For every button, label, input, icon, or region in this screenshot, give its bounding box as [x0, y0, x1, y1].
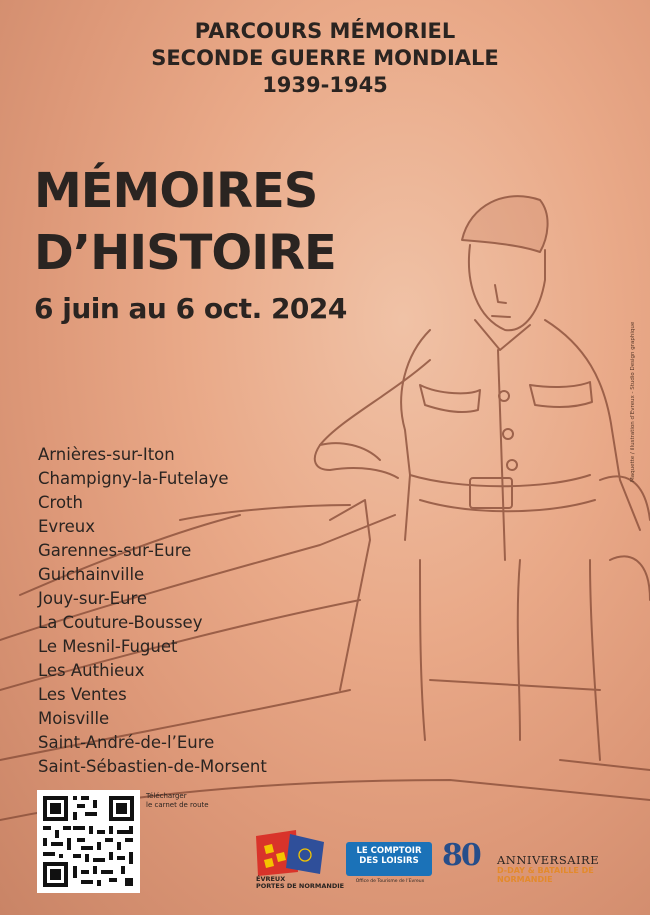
header-line-2: SECONDE GUERRE MONDIALE [151, 46, 499, 70]
place-item: Les Ventes [38, 685, 127, 704]
place-item: Croth [38, 493, 83, 512]
qr-caption [146, 792, 209, 810]
place-item: Evreux [38, 517, 95, 536]
evreux-line-1: ÉVREUX [256, 875, 286, 883]
qr-caption-line-2: le carnet de route [146, 801, 209, 809]
comptoir-line-1: LE COMPTOIR [356, 846, 422, 856]
header-line-1: PARCOURS MÉMORIEL [194, 19, 456, 43]
header [0, 18, 650, 99]
place-item: Jouy-sur-Eure [38, 589, 148, 608]
event-dates: 6 juin au 6 oct. 2024 [34, 292, 347, 325]
comptoir-subtitle: Office de Tourisme de l’Evreux [355, 879, 425, 884]
anniversary-subtitle: D-DAY & BATAILLE DE NORMANDIE [497, 866, 594, 884]
anniversary-number: 80 [442, 838, 480, 873]
place-item: Garennes-sur-Eure [38, 541, 192, 560]
evreux-text [256, 876, 344, 890]
evreux-line-2: PORTES DE NORMANDIE [256, 882, 345, 890]
place-item: Moisville [38, 709, 110, 728]
place-item: Saint-Sébastien-de-Morsent [38, 757, 267, 776]
title-line-2: D’HISTOIRE [34, 225, 336, 281]
comptoir-logo [346, 842, 432, 876]
place-item: Guichainville [38, 565, 145, 584]
place-item: Le Mesnil-Fuguet [38, 637, 178, 656]
title-line-1: MÉMOIRES [34, 163, 318, 219]
place-item: Arnières-sur-Iton [38, 445, 175, 464]
illustration-credit: Maquette / illustration d’Evreux - Studio Design graphique [630, 321, 636, 482]
place-item: Les Authieux [38, 661, 145, 680]
place-item: Saint-André-de-l’Eure [38, 733, 215, 752]
comptoir-line-2: DES LOISIRS [359, 856, 419, 866]
place-item: Champigny-la-Futelaye [38, 469, 229, 488]
main-title [34, 160, 336, 284]
qr-caption-line-1: Télécharger [146, 792, 187, 800]
header-line-3: 1939-1945 [262, 73, 388, 97]
place-item: La Couture-Boussey [38, 613, 203, 632]
anniversary-title: ANNIVERSAIRE [497, 853, 600, 867]
places-list [38, 443, 267, 779]
qr-code[interactable] [37, 790, 140, 893]
